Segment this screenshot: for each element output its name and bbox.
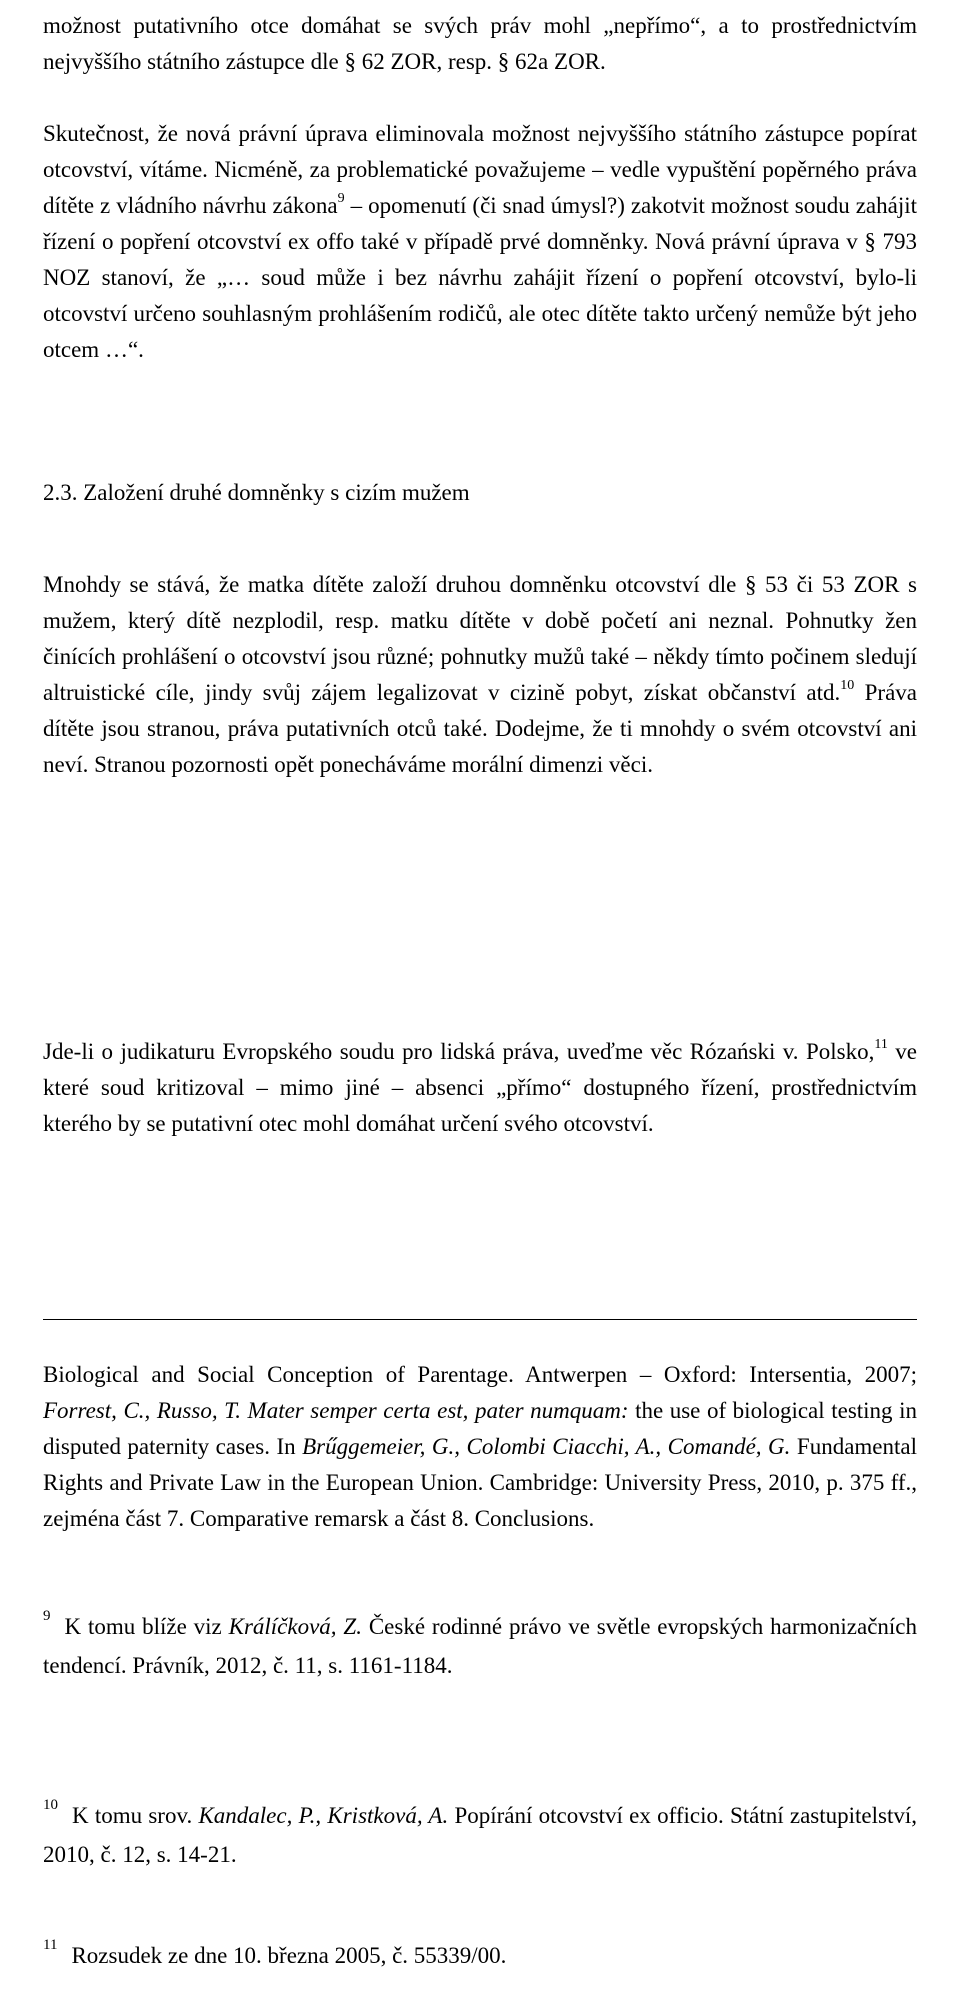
footnote-cont-italic-2: Brűggemeier, G., Colombi Ciacchi, A., Comandé, G. xyxy=(302,1434,791,1459)
footnote-cont-italic-1: Forrest, C., Russo, T. Mater semper certa est, pater numquam: xyxy=(43,1398,629,1423)
paragraph-2 xyxy=(43,116,917,368)
footnote-9-author: Králíčková, Z. xyxy=(228,1614,362,1639)
footnote-separator xyxy=(43,1319,917,1320)
footnote-9 xyxy=(43,1609,917,1684)
footnote-11-text: Rozsudek ze dne 10. března 2005, č. 55339/00. xyxy=(71,1943,507,1968)
section-heading-text: 2.3. Založení druhé domněnky s cizím mužem xyxy=(43,480,470,505)
footnote-10 xyxy=(43,1798,917,1873)
section-heading xyxy=(43,475,917,511)
paragraph-continuation xyxy=(43,8,917,80)
footnote-11 xyxy=(43,1938,917,1977)
footnote-number-11: 11 xyxy=(43,1937,58,1953)
paragraph-3 xyxy=(43,567,917,783)
paragraph-4-text-a: Jde-li o judikaturu Evropského soudu pro lidská práva, uveďme věc Rózański v. Polsko, xyxy=(43,1039,875,1064)
footnote-cont-text-c: Fundamental Rights and Private Law in the European Union. Cambridge: University Press, 2010, p. 375 ff., zejména část 7. Comparative remarsk a část 8. Conclusions. xyxy=(43,1434,918,1531)
footnote-10-text-b: Popírání otcovství ex officio. Státní zastupitelství, 2010, č. 12, s. 14-21. xyxy=(43,1803,917,1867)
paragraph-2-text-a: Skutečnost, že nová právní úprava eliminovala možnost nejvyššího státního zástupce popírat otcovství, vítáme. Nicméně, za problematické považujeme – vedle vypuštění popěrného práva dítěte z vládního návrhu zákona xyxy=(43,121,917,218)
footnote-continuation xyxy=(43,1357,917,1537)
footnote-ref-11[interactable]: 11 xyxy=(874,1037,888,1052)
footnote-10-author: Kandalec, P., Kristková, A. xyxy=(198,1803,449,1828)
footnote-10-text-a: K tomu srov. xyxy=(72,1803,193,1828)
paragraph-1: možnost putativního otce domáhat se svých práv mohl „nepřímo“, a to prostřednictvím nejvyššího státního zástupce dle § 62 ZOR, resp. § 62a ZOR. xyxy=(43,13,917,74)
paragraph-3-text-a: Mnohdy se stává, že matka dítěte založí druhou domněnku otcovství dle § 53 či 53 ZOR s mužem, který dítě nezplodil, resp. matku dítěte v době početí ani neznal. Pohnutky žen činících prohlášení o otcovství jsou různé; pohnutky mužů také – někdy tímto počinem sledují altruistické cíle, jindy svůj zájem legalizovat v cizině pobyt, získat občanství atd. xyxy=(43,572,917,705)
paragraph-4-text-b: ve které soud kritizoval – mimo jiné – absenci „přímo“ dostupného řízení, prostřednictvím kterého by se putativní otec mohl domáhat určení svého otcovství. xyxy=(43,1039,917,1136)
paragraph-2-text-b: – opomenutí (či snad úmysl?) zakotvit možnost soudu zahájit řízení o popření otcovství ex offo také v případě prvé domněnky. Nová právní úprava v § 793 NOZ stanoví, že „… soud může i bez návrhu zahájit řízení o popření otcovství, bylo-li otcovství určeno souhlasným prohlášením rodičů, ale otec dítěte takto určený nemůže být jeho otcem …“. xyxy=(43,193,917,362)
footnote-number-9: 9 xyxy=(43,1608,51,1624)
paragraph-4 xyxy=(43,1034,917,1142)
footnote-ref-10[interactable]: 10 xyxy=(840,678,855,693)
footnote-number-10: 10 xyxy=(43,1797,58,1813)
footnote-9-text-b: České rodinné právo ve světle evropských harmonizačních tendencí. Právník, 2012, č. 11, s. 1161-1184. xyxy=(43,1614,918,1678)
paragraph-3-text-b: Práva dítěte jsou stranou, práva putativních otců také. Dodejme, že ti mnohdy o svém otcovství ani neví. Stranou pozornosti opět ponecháváme morální dimenzi věci. xyxy=(43,680,917,777)
footnote-ref-9[interactable]: 9 xyxy=(337,191,345,206)
footnote-cont-text-b: the use of biological testing in disputed paternity cases. In xyxy=(43,1398,917,1459)
footnote-cont-text-a: Biological and Social Conception of Parentage. Antwerpen – Oxford: Intersentia, 2007; xyxy=(43,1362,917,1387)
footnote-9-text-a: K tomu blíže viz xyxy=(64,1614,222,1639)
